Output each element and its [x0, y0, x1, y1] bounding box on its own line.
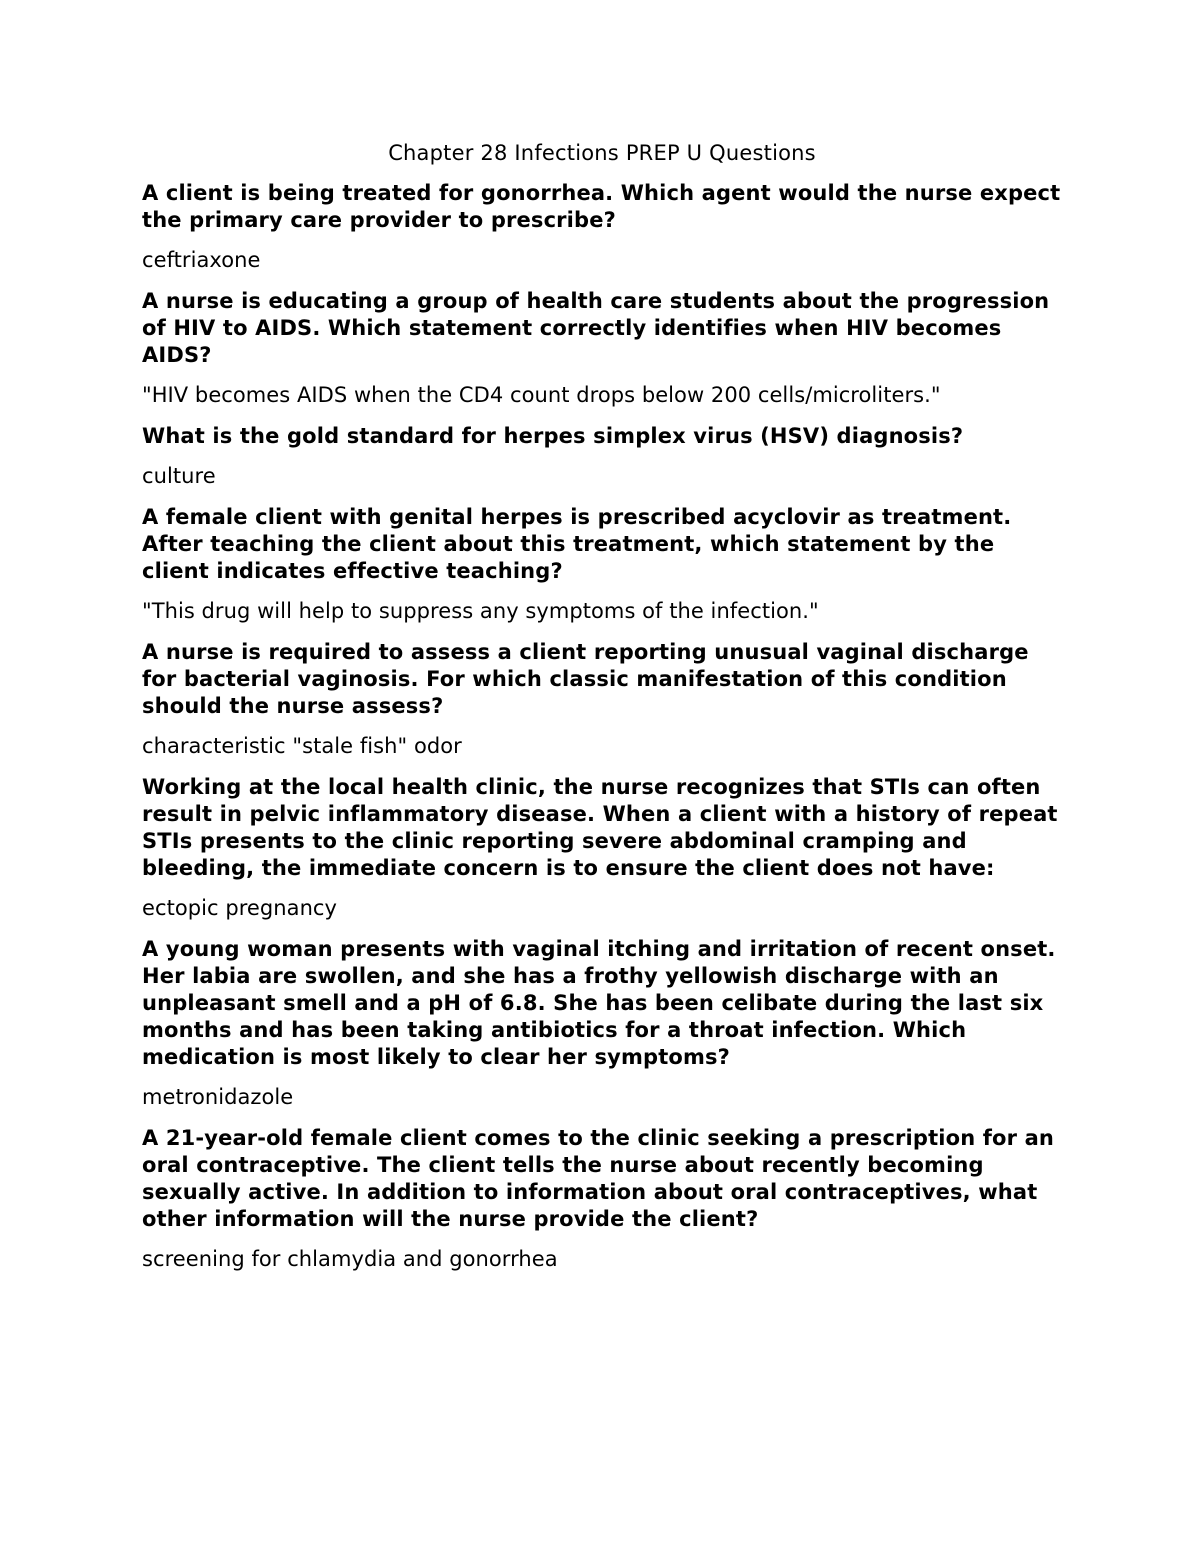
answer-text: "HIV becomes AIDS when the CD4 count drops below 200 cells/microliters." [142, 383, 941, 407]
question-text: Working at the local health clinic, the nurse recognizes that STIs can often result in pelvic inflammatory disease. When a client with a history of repeat STIs presents to the clinic reporting severe abdominal cramping and bleeding, the immediate concern is to ensure the client does not have: [142, 775, 1058, 880]
question-text: A client is being treated for gonorrhea. Which agent would the nurse expect the primary care provider to prescribe? [142, 181, 1061, 232]
qa-item-8 [142, 1125, 1062, 1273]
answer-text: culture [142, 464, 216, 488]
answer-text: ectopic pregnancy [142, 896, 337, 920]
question-text: What is the gold standard for herpes simplex virus (HSV) diagnosis? [142, 424, 964, 448]
answer-text: metronidazole [142, 1085, 294, 1109]
qa-item-4 [142, 504, 1062, 625]
question-text: A young woman presents with vaginal itching and irritation of recent onset. Her labia are swollen, and she has a frothy yellowish discharge with an unpleasant smell and a pH of 6.8. She has been celibate during the last six months and has been taking antibiotics for a throat infection. Which medication is most likely to clear her symptoms? [142, 937, 1056, 1069]
qa-item-6 [142, 774, 1062, 922]
answer-text: characteristic "stale fish" odor [142, 734, 462, 758]
qa-item-3 [142, 423, 1062, 490]
answer-text: screening for chlamydia and gonorrhea [142, 1247, 558, 1271]
question-text: A nurse is educating a group of health care students about the progression of HIV to AIDS. Which statement correctly identifies when HIV becomes AIDS? [142, 289, 1050, 367]
page-title: Chapter 28 Infections PREP U Questions [388, 141, 816, 165]
qa-item-2 [142, 288, 1062, 409]
qa-item-5 [142, 639, 1062, 760]
document-body [142, 138, 1062, 1287]
qa-item-7 [142, 936, 1062, 1111]
question-text: A nurse is required to assess a client reporting unusual vaginal discharge for bacterial vaginosis. For which classic manifestation of this condition should the nurse assess? [142, 640, 1029, 718]
answer-text: ceftriaxone [142, 248, 261, 272]
qa-item-1 [142, 180, 1062, 274]
answer-text: "This drug will help to suppress any symptoms of the infection." [142, 599, 819, 623]
question-text: A 21-year-old female client comes to the clinic seeking a prescription for an oral contraceptive. The client tells the nurse about recently becoming sexually active. In addition to information about oral contraceptives, what other information will the nurse provide the client? [142, 1126, 1055, 1231]
question-text: A female client with genital herpes is prescribed acyclovir as treatment. After teaching the client about this treatment, which statement by the client indicates effective teaching? [142, 505, 1012, 583]
